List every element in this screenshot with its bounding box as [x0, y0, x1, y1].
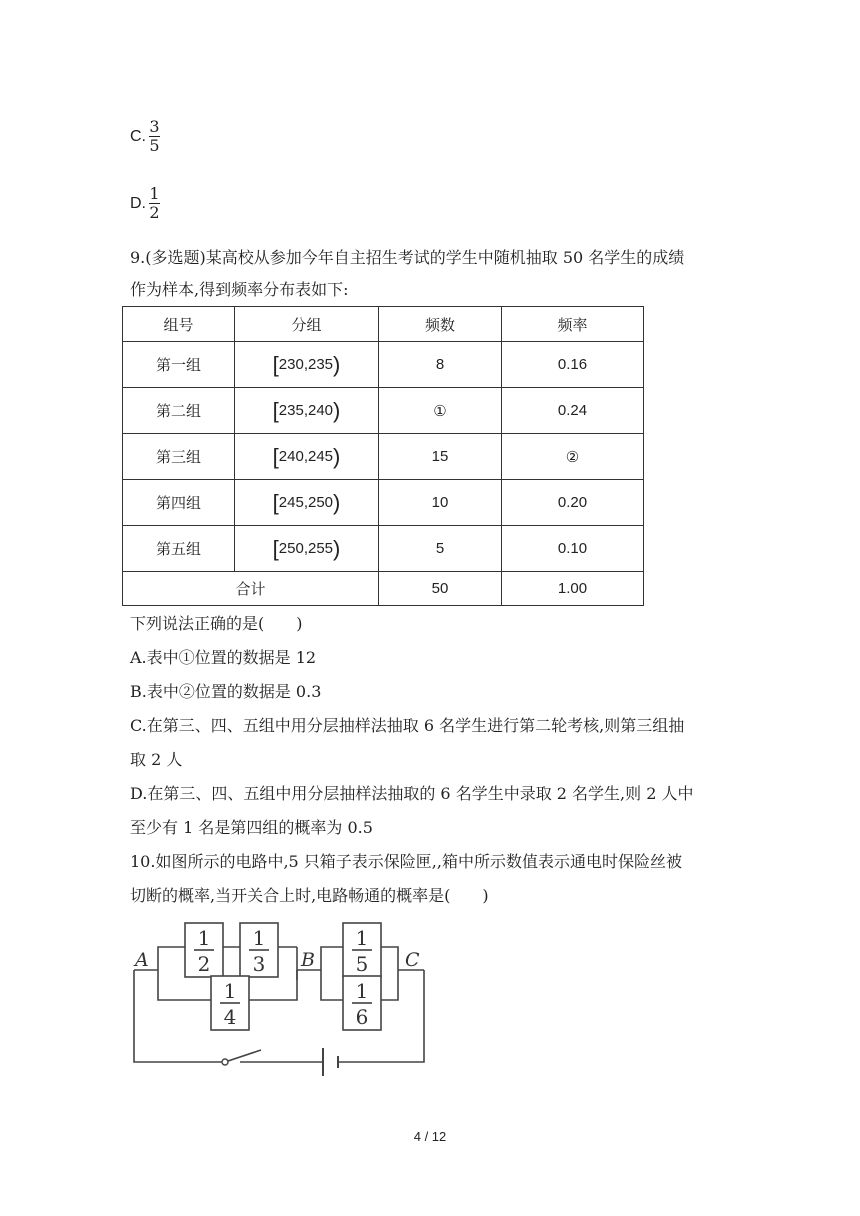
cell-count: 10 — [379, 480, 502, 526]
q10-stem-line2: 切断的概率,当开关合上时,电路畅通的概率是( ) — [130, 886, 489, 905]
q9-prompt: 下列说法正确的是( ) — [130, 614, 303, 633]
interval-upper: 255 — [307, 539, 334, 557]
q9-option-a: A.表中①位置的数据是 12 — [130, 648, 317, 667]
node-b-label: B — [301, 949, 315, 971]
cell-count: 8 — [379, 342, 502, 388]
interval-lower: 245 — [278, 493, 304, 511]
node-a-label: A — [135, 949, 149, 971]
option-c — [130, 118, 160, 155]
option-d-label: D. — [130, 194, 146, 212]
node-c-label: C — [405, 949, 420, 971]
q9-stem-line1: 9.(多选题)某高校从参加今年自主招生考试的学生中随机抽取 50 名学生的成绩 — [130, 248, 685, 267]
fuse-3-numerator: 1 — [223, 979, 237, 1003]
interval-upper: 245 — [307, 447, 334, 465]
fuse-1-numerator: 1 — [197, 926, 211, 950]
cell-count: ① — [379, 388, 502, 434]
table-row — [123, 434, 644, 480]
fuse-1-denominator: 2 — [197, 952, 211, 976]
fuse-3-denominator: 4 — [223, 1005, 237, 1029]
fuse-4-numerator: 1 — [355, 926, 369, 950]
q9-stem-line2: 作为样本,得到频率分布表如下: — [130, 280, 349, 299]
fuse-5-denominator: 6 — [355, 1005, 369, 1029]
header-count: 频数 — [379, 307, 502, 342]
cell-interval: [230,235) — [235, 342, 379, 388]
cell-interval: [245,250) — [235, 480, 379, 526]
table-row — [123, 388, 644, 434]
interval-upper: 235 — [307, 355, 334, 373]
cell-frequency: 0.16 — [502, 342, 644, 388]
switch-pivot — [222, 1059, 228, 1065]
q9-option-d-line2: 至少有 1 名是第四组的概率为 0.5 — [130, 818, 373, 837]
fuse-4-denominator: 5 — [355, 952, 369, 976]
interval-lower: 235 — [278, 401, 304, 419]
cell-count: 15 — [379, 434, 502, 480]
cell-group: 第三组 — [123, 434, 235, 480]
q10-stem-line1: 10.如图所示的电路中,5 只箱子表示保险匣,,箱中所示数值表示通电时保险丝被 — [130, 852, 682, 871]
interval-upper: 250 — [307, 493, 334, 511]
option-c-fraction — [149, 118, 160, 155]
interval-upper: 240 — [307, 401, 334, 419]
header-group-id: 组号 — [123, 307, 235, 342]
header-interval: 分组 — [235, 307, 379, 342]
cell-frequency: 0.20 — [502, 480, 644, 526]
cell-interval: [240,245) — [235, 434, 379, 480]
table-row — [123, 526, 644, 572]
fraction-numerator: 3 — [149, 117, 160, 136]
cell-count: 5 — [379, 526, 502, 572]
fuse-5-numerator: 1 — [355, 979, 369, 1003]
table-header-row — [123, 307, 644, 342]
table-total-row — [123, 572, 644, 606]
option-d-fraction — [149, 185, 160, 222]
circuit-diagram — [125, 918, 445, 1082]
cell-interval: [235,240) — [235, 388, 379, 434]
frequency-table — [122, 306, 644, 606]
fraction-denominator: 2 — [149, 203, 160, 223]
q9-option-c-line1: C.在第三、四、五组中用分层抽样法抽取 6 名学生进行第二轮考核,则第三组抽 — [130, 716, 685, 735]
fuse-2-denominator: 3 — [252, 952, 266, 976]
cell-frequency: 0.10 — [502, 526, 644, 572]
cell-total-count: 50 — [379, 572, 502, 606]
interval-lower: 230 — [278, 355, 304, 373]
table-row — [123, 480, 644, 526]
cell-group: 第一组 — [123, 342, 235, 388]
interval-lower: 240 — [278, 447, 304, 465]
q9-option-b: B.表中②位置的数据是 0.3 — [130, 682, 322, 701]
cell-frequency: 0.24 — [502, 388, 644, 434]
q9-option-d-line1: D.在第三、四、五组中用分层抽样法抽取的 6 名学生中录取 2 名学生,则 2 人中 — [130, 784, 694, 803]
option-c-label: C. — [130, 127, 146, 145]
fraction-numerator: 1 — [149, 184, 160, 203]
header-frequency: 频率 — [502, 307, 644, 342]
q9-option-c-line2: 取 2 人 — [130, 750, 183, 769]
cell-total-frequency: 1.00 — [502, 572, 644, 606]
cell-total-label: 合计 — [123, 572, 379, 606]
page-number: 4 / 12 — [413, 1129, 447, 1144]
fuse-2-numerator: 1 — [252, 926, 266, 950]
option-d — [130, 185, 160, 222]
cell-group: 第五组 — [123, 526, 235, 572]
cell-frequency: ② — [502, 434, 644, 480]
cell-group: 第二组 — [123, 388, 235, 434]
table-row — [123, 342, 644, 388]
interval-lower: 250 — [278, 539, 304, 557]
cell-interval: [250,255) — [235, 526, 379, 572]
fraction-denominator: 5 — [149, 136, 160, 156]
cell-group: 第四组 — [123, 480, 235, 526]
